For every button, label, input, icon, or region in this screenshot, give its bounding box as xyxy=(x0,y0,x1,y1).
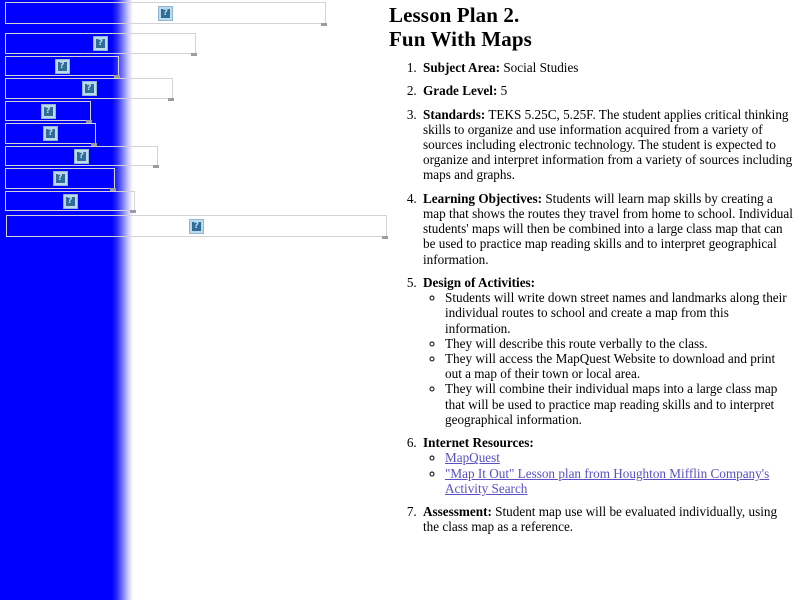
resource-link-item xyxy=(445,466,794,496)
plan-item-text: TEKS 5.25C, 5.25F. The student applies critical thinking skills to organize and use information acquired from a variety of sources including electronic technology. The student is expected to organize and interpret information from a variety of sources including maps and graphs. xyxy=(423,106,793,183)
resource-link[interactable]: "Map It Out" Lesson plan from Houghton Mifflin Company's Activity Search xyxy=(445,465,770,496)
plan-item-text: Student map use will be evaluated individually, using the class map as a reference. xyxy=(423,504,778,535)
plan-item-bullet: ◦ They will describe this route verbally to the class. xyxy=(445,336,794,351)
plan-item-text: 5 xyxy=(497,83,508,99)
plan-item xyxy=(420,83,794,98)
plan-item xyxy=(420,275,794,427)
broken-image-icon-glyph: ? xyxy=(86,83,92,93)
broken-image-icon-glyph: ? xyxy=(67,195,73,206)
plan-item-label: Design of Activities: xyxy=(423,274,536,290)
broken-image-icon-glyph: ? xyxy=(97,38,104,48)
broken-image-2[interactable] xyxy=(5,33,196,54)
broken-image-icon xyxy=(82,81,97,96)
plan-item-text: Students will learn map skills by creating a map that shows the routes they travel from home to school. Individual students' maps will then be combined into a large class map that can be used to practice map reading skills and to interpret geographical information. xyxy=(423,190,793,267)
broken-image-6[interactable] xyxy=(5,123,96,144)
broken-image-column xyxy=(0,0,390,260)
broken-image-icon-glyph: ? xyxy=(57,173,63,183)
plan-item-label: Grade Level: xyxy=(423,83,498,99)
broken-image-icon xyxy=(74,149,89,164)
lesson-plan-list xyxy=(389,60,794,535)
broken-image-icon-glyph: ? xyxy=(162,7,169,18)
broken-image-icon-glyph: ? xyxy=(45,105,51,116)
broken-image-8[interactable] xyxy=(5,168,115,189)
broken-image-3[interactable] xyxy=(5,56,119,76)
plan-item-label: Assessment: xyxy=(423,504,492,520)
broken-image-4[interactable] xyxy=(5,78,173,99)
page-title-line-1: Lesson Plan 2. xyxy=(389,3,520,27)
broken-image-icon xyxy=(93,36,108,51)
broken-image-icon xyxy=(55,59,70,74)
plan-item-label: Internet Resources: xyxy=(423,435,534,451)
broken-image-icon xyxy=(43,126,58,141)
broken-image-7[interactable] xyxy=(5,146,158,166)
plan-item-bullet: ◦ Students will write down street names and landmarks along their individual routes to school and create a map from this information. xyxy=(445,290,794,336)
plan-item-text: Social Studies xyxy=(500,60,579,76)
resource-link-item xyxy=(445,450,794,465)
plan-item xyxy=(420,504,794,534)
broken-image-icon xyxy=(63,194,78,209)
broken-image-icon-glyph: ? xyxy=(59,60,65,71)
plan-item-bullet-list xyxy=(423,290,794,427)
plan-item xyxy=(420,435,794,496)
plan-item-bullet: ◦ They will access the MapQuest Website to download and print out a map of their town or local area. xyxy=(445,351,794,381)
plan-item xyxy=(420,191,794,267)
broken-image-icon xyxy=(53,171,68,186)
broken-image-icon-glyph: ? xyxy=(47,128,54,138)
plan-item xyxy=(420,60,794,75)
plan-item-label: Learning Objectives: xyxy=(423,190,543,206)
broken-image-9[interactable] xyxy=(5,191,135,211)
plan-item-label: Subject Area: xyxy=(423,60,501,76)
plan-item xyxy=(420,107,794,183)
broken-image-icon xyxy=(189,219,204,234)
broken-image-icon xyxy=(41,104,56,119)
broken-image-10[interactable] xyxy=(6,215,387,237)
plan-item-label: Standards: xyxy=(423,106,486,122)
resource-link[interactable]: MapQuest xyxy=(445,450,500,466)
plan-item-bullet: ◦ They will combine their individual maps into a large class map that will be used to practice map reading skills and to interpret geographical information. xyxy=(445,381,794,427)
broken-image-1[interactable] xyxy=(5,2,326,24)
broken-image-icon-glyph: ? xyxy=(78,150,85,161)
broken-image-5[interactable] xyxy=(5,101,91,121)
lesson-plan-content xyxy=(389,0,800,600)
broken-image-icon-glyph: ? xyxy=(193,220,200,231)
broken-image-icon xyxy=(158,6,173,21)
resource-link-list xyxy=(423,450,794,496)
page-title-line-2: Fun With Maps xyxy=(389,26,532,51)
page-title xyxy=(389,4,794,51)
